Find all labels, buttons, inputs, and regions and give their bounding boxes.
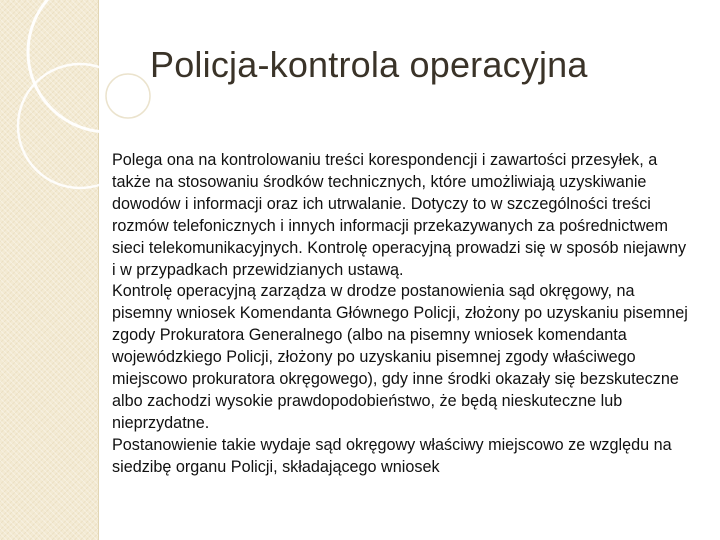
- body-paragraph-2: Kontrolę operacyjną zarządza w drodze postanowienia sąd okręgowy, na pisemny wniosek Komendanta Głównego Policji, złożony po uzyskaniu pisemnej zgody Prokuratora Generalnego (albo na pisemny wniosek komendanta wojewódzkiego Policji, złożony po uzyskaniu pisemnej zgody właściwego miejscowo prokuratora okręgowego), gdy inne środki okazały się bezskuteczne albo zachodzi wysokie prawdopodobieństwo, że będą nieskuteczne lub nieprzydatne.: [112, 282, 688, 432]
- slide-body: [112, 150, 690, 479]
- body-paragraph-1: Polega ona na kontrolowaniu treści korespondencji i zawartości przesyłek, a także na stosowaniu środków technicznych, które umożliwiają uzyskiwanie dowodów i informacji oraz ich utrwalanie. Dotyczy to w szczególności treści rozmów telefonicznych i innych informacji przekazywanych za pośrednictwem sieci telekomunikacyjnych. Kontrolę operacyjną prowadzi się w sposób niejawny i w przypadkach przewidzianych ustawą.: [112, 151, 687, 279]
- body-paragraph-3: Postanowienie takie wydaje sąd okręgowy właściwy miejscowo ze względu na siedzibę organu Policji, składającego wniosek: [112, 435, 672, 476]
- slide-title: Policja-kontrola operacyjna: [150, 44, 588, 85]
- ring-accent: [106, 74, 150, 118]
